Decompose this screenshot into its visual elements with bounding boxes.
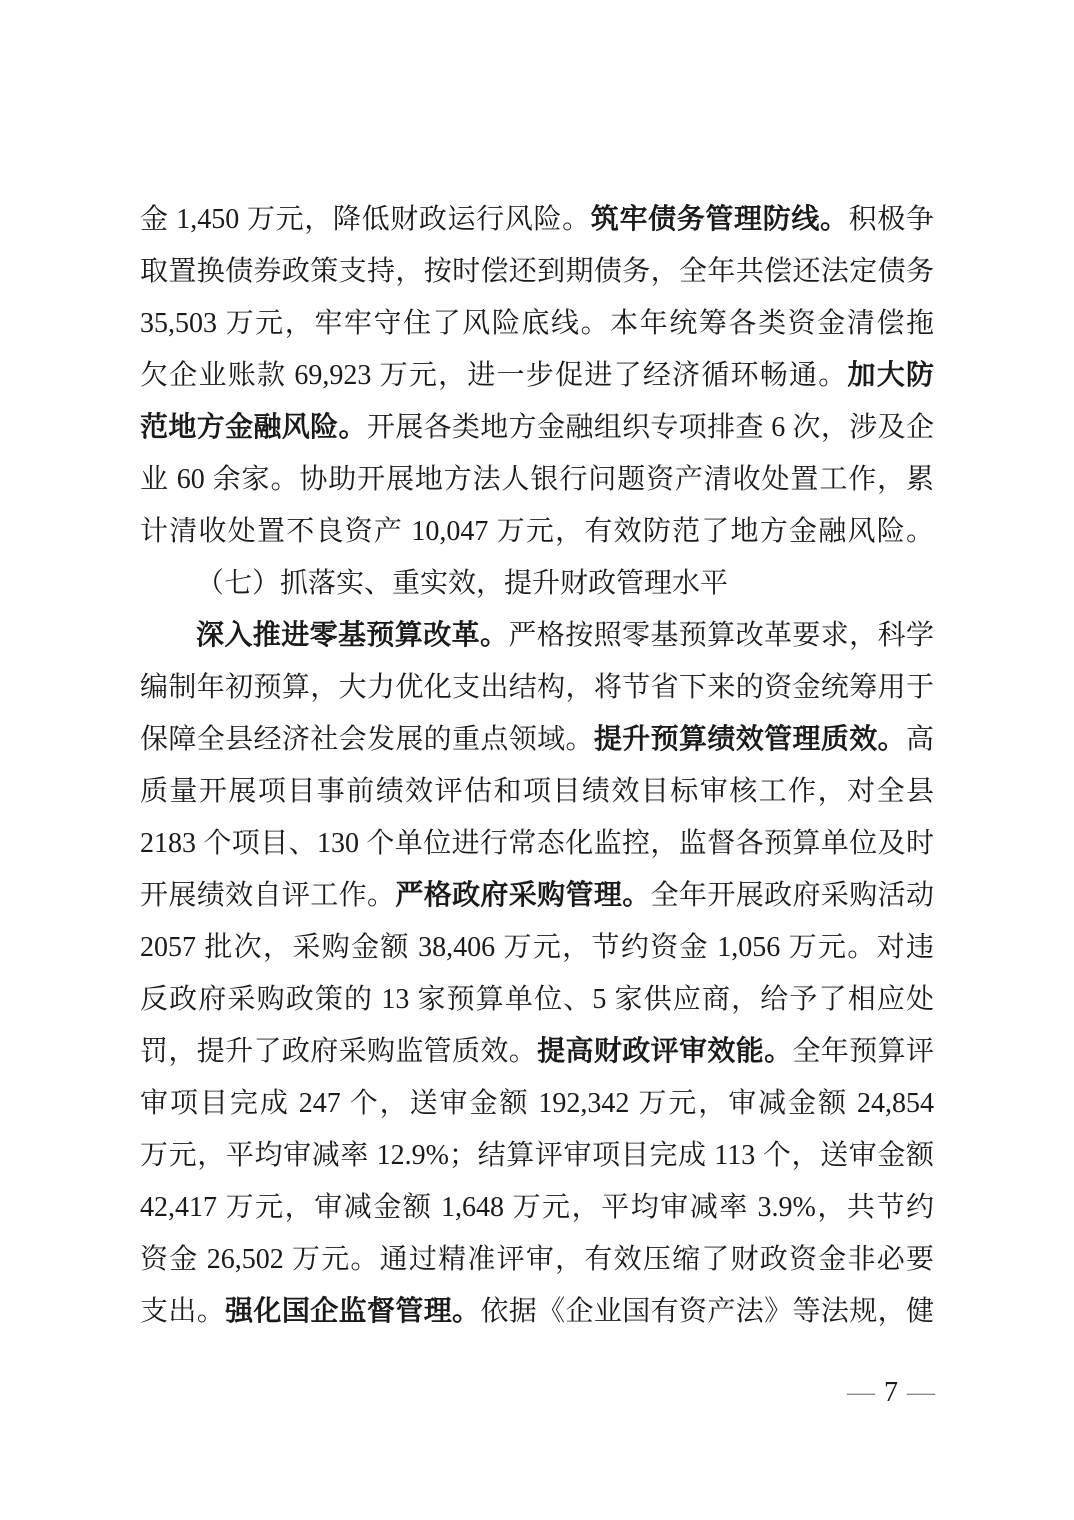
text-line [140, 246, 934, 298]
text-line [140, 818, 934, 870]
body-text-run: 开展各类地方金融组织专项排查 6 次，涉及企 [366, 412, 934, 443]
body-text-run: 罚，提升了政府采购监管质效。 [140, 1036, 538, 1067]
text-line [140, 922, 934, 974]
text-line [140, 350, 934, 402]
emphasis-text-run: 范地方金融风险。 [140, 412, 367, 443]
text-line [140, 610, 934, 662]
body-text-run: 42,417 万元，审减金额 1,648 万元，平均审减率 3.9%，共节约 [140, 1192, 934, 1223]
text-line [140, 870, 934, 922]
body-text-run: 全年开展政府采购活动 [650, 880, 934, 911]
page-footer [847, 1376, 935, 1410]
body-text-run: 取置换债券政策支持，按时偿还到期债务，全年共偿还法定债务 [140, 256, 934, 287]
body-text-run: 质量开展项目事前绩效评估和项目绩效目标审核工作，对全县 [140, 776, 934, 807]
body-text-run: 积极争 [848, 204, 934, 235]
section-heading [140, 558, 934, 610]
body-text-run: 35,503 万元，牢牢守住了风险底线。本年统筹各类资金清偿拖 [140, 308, 934, 339]
body-text-run: 编制年初预算，大力优化支出结构，将节省下来的资金统筹用于 [140, 672, 934, 703]
body-text-run: 开展绩效自评工作。 [140, 880, 396, 911]
body-text-run: 欠企业账款 69,923 万元，进一步促进了经济循环畅通。 [140, 360, 848, 391]
body-text-run: 全年预算评 [792, 1036, 934, 1067]
document-text [140, 194, 934, 1338]
body-text-run: 资金 26,502 万元。通过精准评审，有效压缩了财政资金非必要 [140, 1244, 934, 1275]
text-line [140, 974, 934, 1026]
text-line [140, 1286, 934, 1338]
body-text-run: （七）抓落实、重实效，提升财政管理水平 [196, 568, 729, 599]
emphasis-text-run: 严格政府采购管理。 [395, 880, 651, 911]
text-line [140, 766, 934, 818]
emphasis-text-run: 加大防 [847, 360, 934, 391]
emphasis-text-run: 提高财政评审效能。 [537, 1036, 793, 1067]
body-text-run: 依据《企业国有资产法》等法规，健 [480, 1296, 934, 1327]
body-text-run: 支出。 [140, 1296, 226, 1327]
body-text-run: 高 [905, 724, 934, 755]
body-text-run: 2183 个项目、130 个单位进行常态化监控，监督各预算单位及时 [140, 828, 934, 859]
emphasis-text-run: 强化国企监督管理。 [225, 1296, 481, 1327]
emphasis-text-run: 筑牢债务管理防线。 [590, 204, 849, 235]
text-line [140, 454, 934, 506]
text-line [140, 662, 934, 714]
text-line [140, 402, 934, 454]
body-text-run: 反政府采购政策的 13 家预算单位、5 家供应商，给予了相应处 [140, 984, 934, 1015]
text-line [140, 1130, 934, 1182]
text-line [140, 1234, 934, 1286]
body-text-run: 计清收处置不良资产 10,047 万元，有效防范了地方金融风险。 [140, 516, 934, 547]
body-text-run: 2057 批次，采购金额 38,406 万元，节约资金 1,056 万元。对违 [140, 932, 934, 963]
text-line [140, 714, 934, 766]
body-text-run: 业 60 余家。协助开展地方法人银行问题资产清收处置工作，累 [140, 464, 934, 495]
text-line [140, 194, 934, 246]
page-number-dash-left: — [847, 1377, 875, 1408]
body-text-run: 保障全县经济社会发展的重点领域。 [140, 724, 594, 755]
page-number: 7 [884, 1377, 898, 1408]
body-text-run: 万元，平均审减率 12.9%；结算评审项目完成 113 个，送审金额 [140, 1140, 934, 1171]
body-text-run: 严格按照零基预算改革要求，科学 [508, 620, 934, 651]
emphasis-text-run: 提升预算绩效管理质效。 [593, 724, 906, 755]
text-line [140, 298, 934, 350]
page-number-dash-right: — [907, 1377, 935, 1408]
text-line [140, 1078, 934, 1130]
body-text-run: 金 1,450 万元，降低财政运行风险。 [140, 204, 591, 235]
emphasis-text-run: 深入推进零基预算改革。 [196, 620, 509, 651]
text-line [140, 506, 934, 558]
text-line [140, 1026, 934, 1078]
body-text-run: 审项目完成 247 个，送审金额 192,342 万元，审减金额 24,854 [140, 1088, 934, 1119]
text-line [140, 1182, 934, 1234]
